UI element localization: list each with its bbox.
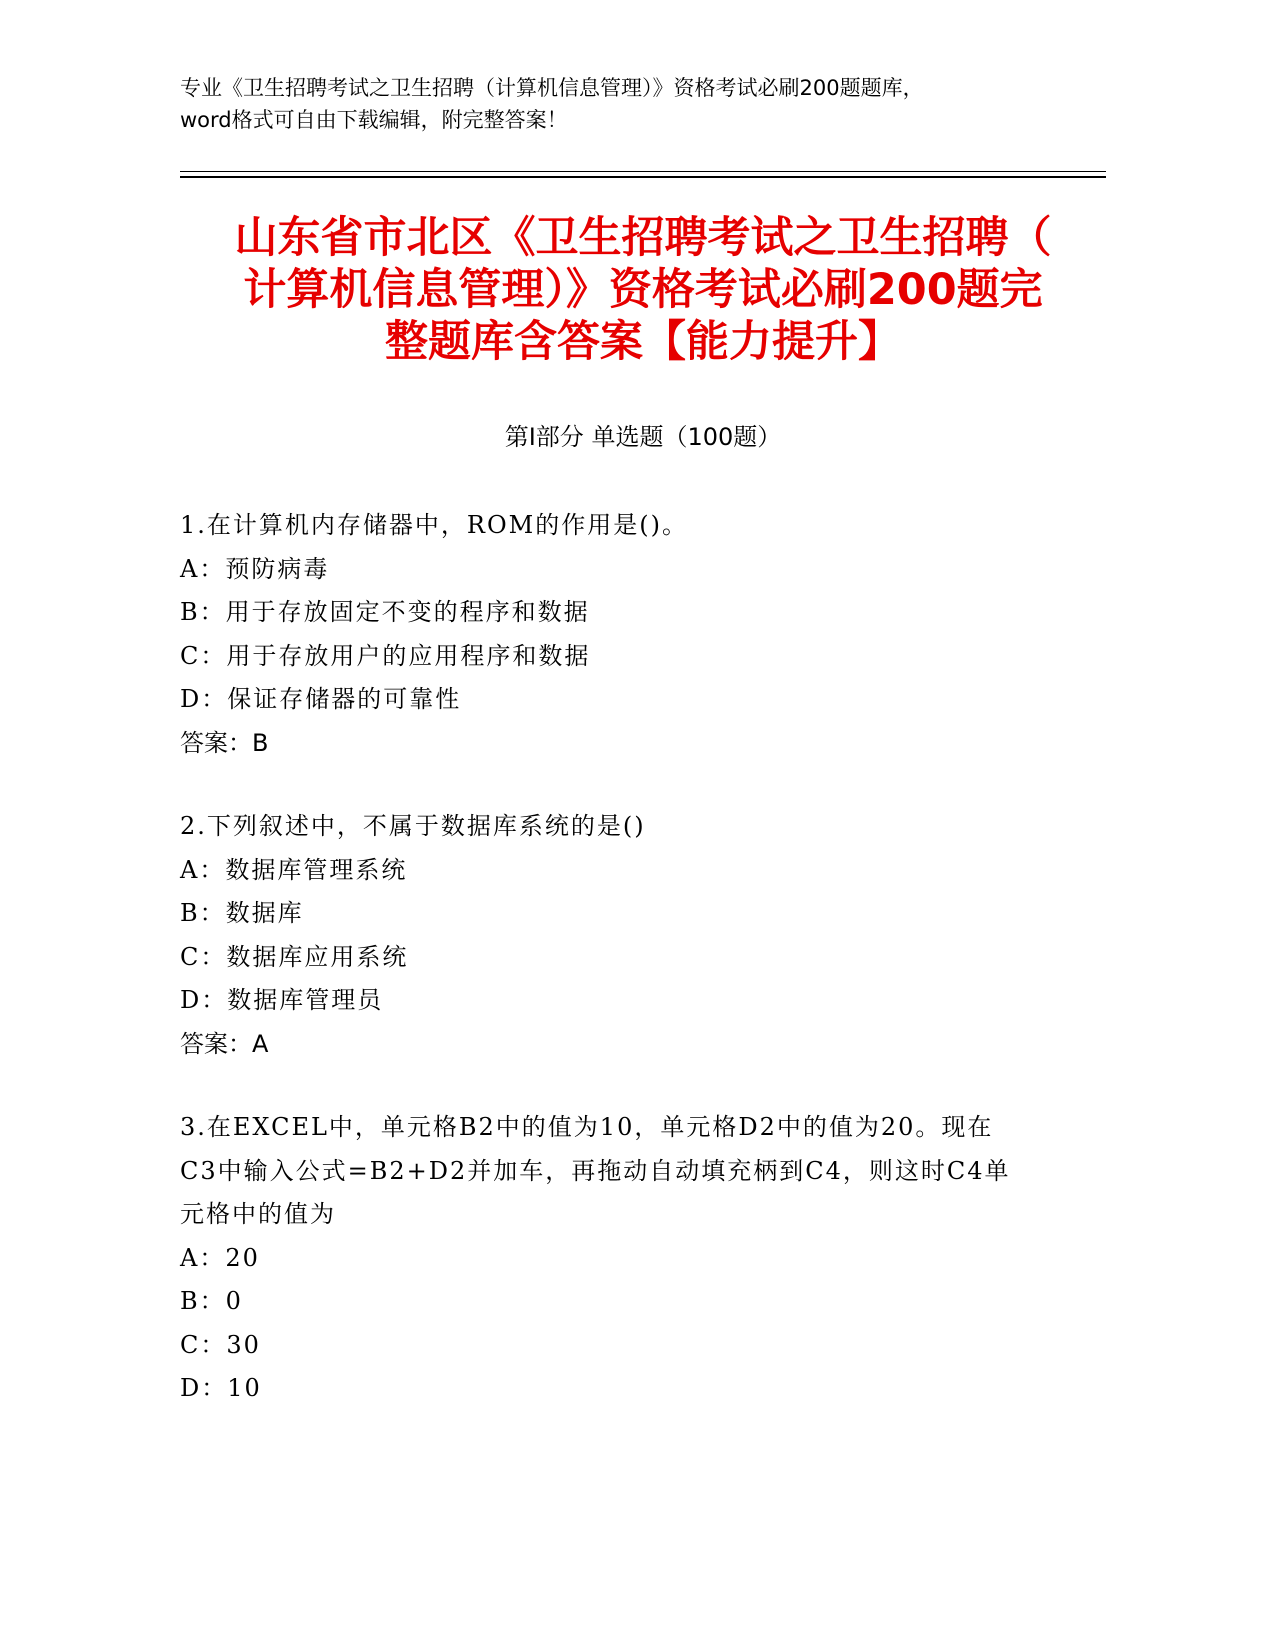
option-a: A：20 <box>180 1243 260 1272</box>
question-stem-line-1: 3.在EXCEL中，单元格B2中的值为10，单元格D2中的值为20。现在 <box>180 1113 994 1141</box>
header-divider-thin <box>180 171 1106 172</box>
header-note <box>180 72 1110 136</box>
document-title-line-3: 整题库含答案【能力提升】 <box>385 317 901 367</box>
document-title <box>180 212 1106 368</box>
header-note-line-1: 专业《卫生招聘考试之卫生招聘（计算机信息管理）》资格考试必刷200题题库， <box>180 76 924 100</box>
option-c: C：数据库应用系统 <box>180 942 409 971</box>
header-note-line-2: word格式可自由下载编辑，附完整答案！ <box>180 108 568 132</box>
option-d: D：10 <box>180 1374 262 1402</box>
question-list <box>180 504 1110 1451</box>
answer: 答案：A <box>180 1029 269 1058</box>
option-c: C：用于存放用户的应用程序和数据 <box>180 641 591 670</box>
question-1 <box>180 504 1110 765</box>
question-stem: 1.在计算机内存储器中，ROM的作用是()。 <box>180 511 688 539</box>
option-d: D：保证存储器的可靠性 <box>180 685 462 713</box>
question-stem: 2.下列叙述中，不属于数据库系统的是() <box>180 812 646 840</box>
option-a: A：预防病毒 <box>180 554 330 583</box>
option-b: B：0 <box>180 1287 243 1315</box>
option-d: D：数据库管理员 <box>180 986 384 1014</box>
option-a: A：数据库管理系统 <box>180 855 408 884</box>
option-c: C：30 <box>180 1330 261 1359</box>
question-stem-line-3: 元格中的值为 <box>180 1200 336 1228</box>
section-heading: 第Ⅰ部分 单选题（100题） <box>504 423 782 451</box>
document-title-line-1: 山东省市北区《卫生招聘考试之卫生招聘（ <box>234 213 1052 263</box>
option-b: B：数据库 <box>180 899 304 927</box>
document-title-line-2: 计算机信息管理）》资格考试必刷200题完 <box>243 265 1043 315</box>
header-divider-thick <box>180 176 1106 178</box>
answer: 答案：B <box>180 728 269 757</box>
question-stem-line-2: C3中输入公式=B2+D2并加车，再拖动自动填充柄到C4，则这时C4单 <box>180 1156 1011 1185</box>
question-3 <box>180 1106 1110 1411</box>
question-2 <box>180 805 1110 1066</box>
option-b: B：用于存放固定不变的程序和数据 <box>180 598 590 626</box>
